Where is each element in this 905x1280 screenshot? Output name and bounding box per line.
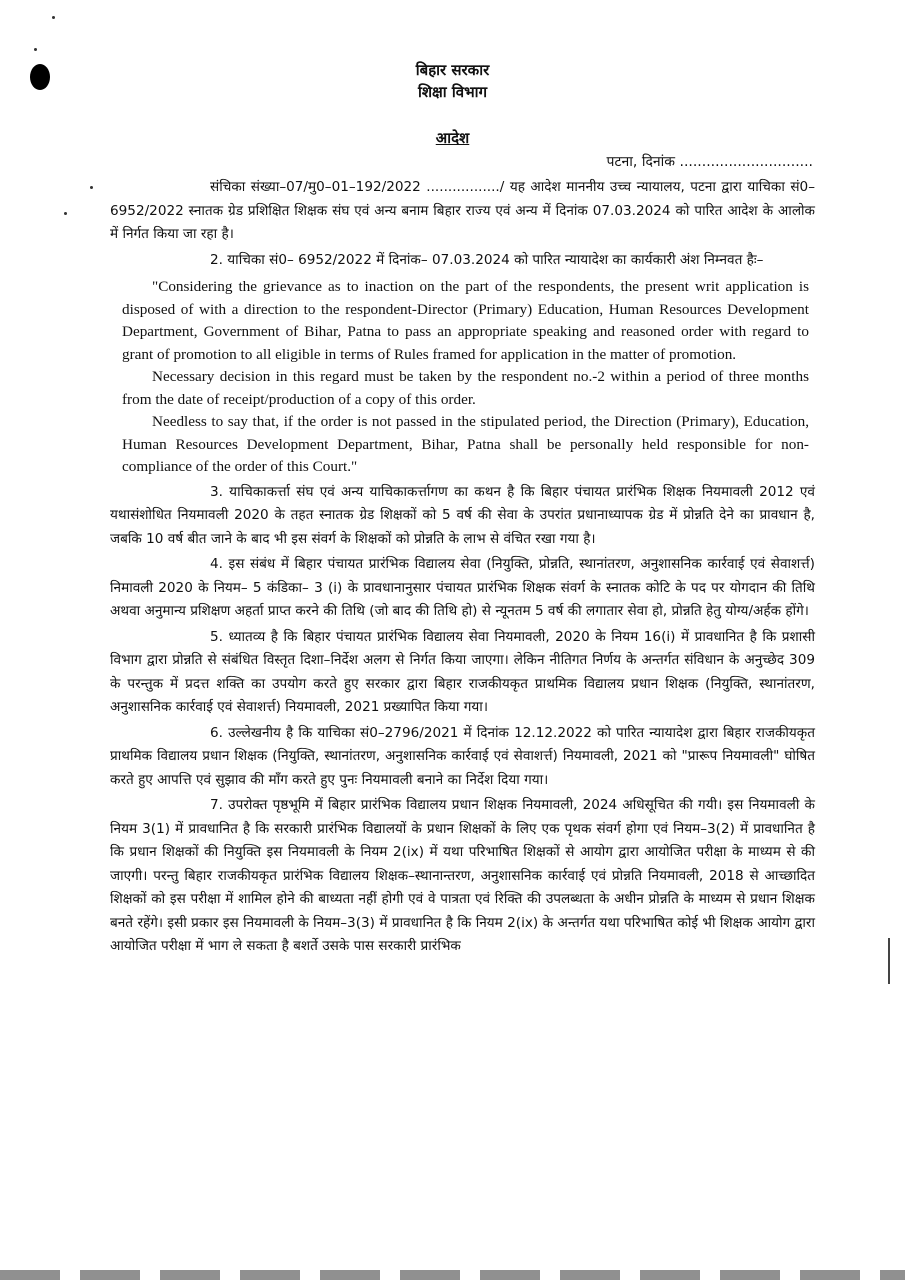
quote-paragraph-2: Necessary decision in this regard must be taken by the respondent no.-2 within a period of three months from the date of receipt/production of a copy of this order. (122, 368, 809, 408)
government-heading: बिहार सरकार (415, 61, 490, 79)
scan-bottom-edge (0, 1270, 905, 1280)
department-heading: शिक्षा विभाग (417, 83, 488, 101)
paragraph-3: 3. याचिकाकर्त्ता संघ एवं अन्य याचिकाकर्त्तागण का कथन है कि बिहार पंचायत प्रारंभिक शिक्षक नियमावली 2012 एवं यथासंशोधित नियमावली 2020 के तहत स्नातक ग्रेड शिक्षकों को 5 वर्ष की सेवा के उपरांत प्रधानाध्यापक ग्रेड में प्रोन्नति देने का प्रावधान है, जबकि 10 वर्ष बीत जाने के बाद भी इस संवर्ग के शिक्षकों को प्रोन्नति के लाभ से वंचित रखा गया है। (110, 483, 815, 547)
paragraph-2: 2. याचिका सं0– 6952/2022 में दिनांक– 07.03.2024 को पारित न्यायादेश का कार्यकारी अंश निम्नवत हैः– (210, 251, 764, 268)
quote-paragraph-1: "Considering the grievance as to inaction on the part of the respondents, the present writ application is disposed of with a direction to the respondent-Director (Primary) Education, Human Resources Development Department, Government of Bihar, Patna to pass an appropriate speaking and reasoned order with regard to grant of promotion to all eligible in terms of Rules framed for application in the matter of promotion. (122, 278, 809, 363)
court-order-quote (110, 274, 815, 481)
paragraph-7: 7. उपरोक्त पृष्ठभूमि में बिहार प्रारंभिक विद्यालय प्रधान शिक्षक नियमावली, 2024 अधिसूचित की गयी। इस नियमावली के नियम 3(1) में प्रावधानित है कि सरकारी प्रारंभिक विद्यालयों के प्रधान शिक्षकों के लिए एक पृथक संवर्ग होगा एवं नियम–3(2) में प्रावधानित है कि प्रधान शिक्षकों की नियुक्ति इस नियमावली के नियम 2(ix) में यथा परिभाषित शिक्षकों से आयोग द्वारा आयोजित परीक्षा के माध्यम से की जाएगी। परन्तु बिहार राजकीयकृत प्रारंभिक विद्यालय शिक्षक–स्थानान्तरण, अनुशासनिक कार्रवाई एवं प्रोन्नति नियमावली, 2018 से आच्छादित शिक्षकों को इस परीक्षा में शामिल होने की बाध्यता नहीं होगी एवं वे पात्रता एवं रिक्ति की उपलब्धता के अधीन प्रोन्नति के माध्यम से प्रधान शिक्षक बनते रहेंगे। इसी प्रकार इस नियमावली के नियम–3(3) में प्रावधानित है कि नियम 2(ix) के अन्तर्गत यथा परिभाषित कोई भी शिक्षक आयोग द्वारा आयोजित परीक्षा में भाग ले सकता है बशर्ते उसके पास सरकारी प्रारंभिक (110, 797, 815, 954)
margin-mark (888, 938, 890, 984)
paragraph-6: 6. उल्लेखनीय है कि याचिका सं0–2796/2021 में दिनांक 12.12.2022 को पारित न्यायादेश द्वारा बिहार राजकीयकृत प्राथमिक विद्यालय प्रधान शिक्षक (नियुक्ति, स्थानांतरण, अनुशासनिक कार्रवाई एवं सेवाशर्त्त) नियमावली, 2021 को "प्रारूप नियमावली" घोषित करते हुए आपत्ति एवं सुझाव की माँग करते हुए पुनः नियमावली बनाने का निर्देश दिया गया। (110, 724, 815, 788)
scan-speck (90, 186, 93, 189)
paragraph-4: 4. इस संबंध में बिहार पंचायत प्रारंभिक विद्यालय सेवा (नियुक्ति, प्रोन्नति, स्थानांतरण, अनुशासनिक कार्रवाई एवं सेवाशर्त्त) निमावली 2020 के नियम– 5 कंडिका– 3 (i) के प्रावधानानुसार पंचायत प्रारंभिक शिक्षक संवर्ग के स्नातक कोटि के पद पर योगदान की तिथि अथवा अनुमान्य प्रशिक्षण अहर्ता प्राप्त करने की तिथि (जो बाद की तिथि हो) से न्यूनतम 5 वर्ष की लगातार सेवा हो, प्रोन्नति हेतु योग्य/अर्हक होंगे। (110, 556, 815, 619)
scan-speck (34, 48, 37, 51)
scan-speck (52, 16, 55, 19)
order-body (110, 176, 815, 961)
paragraph-1: संचिका संख्या–07/मु0–01–192/2022 ................./ यह आदेश माननीय उच्च न्यायालय, पटना द्वारा याचिका सं0–6952/2022 स्नातक ग्रेड प्रशिक्षित शिक्षक संघ एवं अन्य बनाम बिहार राज्य एवं अन्य में दिनांक 07.03.2024 को पारित आदेश के आलोक में निर्गत किया जा रहा है। (110, 179, 815, 242)
date-line: पटना, दिनांक .............................. (606, 154, 813, 170)
order-title: आदेश (435, 129, 470, 147)
paragraph-5: 5. ध्यातव्य है कि बिहार पंचायत प्रारंभिक विद्यालय सेवा नियमावली, 2020 के नियम 16(i) में प्रावधानित है कि प्रशासी विभाग द्वारा प्रोन्नति से संबंधित विस्तृत दिशा–निर्देश अलग से निर्गत किया जाएगा। लेकिन नीतिगत निर्णय के अन्तर्गत संविधान के अनुच्छेद 309 के परन्तुक में प्रदत्त शक्ति का उपयोग करते हुए सरकार द्वारा बिहार राजकीयकृत प्राथमिक विद्यालय प्रधान शिक्षक (नियुक्ति, स्थानांतरण, अनुशासनिक कार्रवाई एवं सेवाशर्त्त) नियमावली, 2021 प्रख्यापित किया गया। (110, 628, 815, 715)
scan-speck (64, 212, 67, 215)
quote-paragraph-3: Needless to say that, if the order is not passed in the stipulated period, the Direction (Primary), Education, Human Resources Development Department, Bihar, Patna shall be personally held responsible for non-compliance of the order of this Court." (122, 413, 809, 475)
